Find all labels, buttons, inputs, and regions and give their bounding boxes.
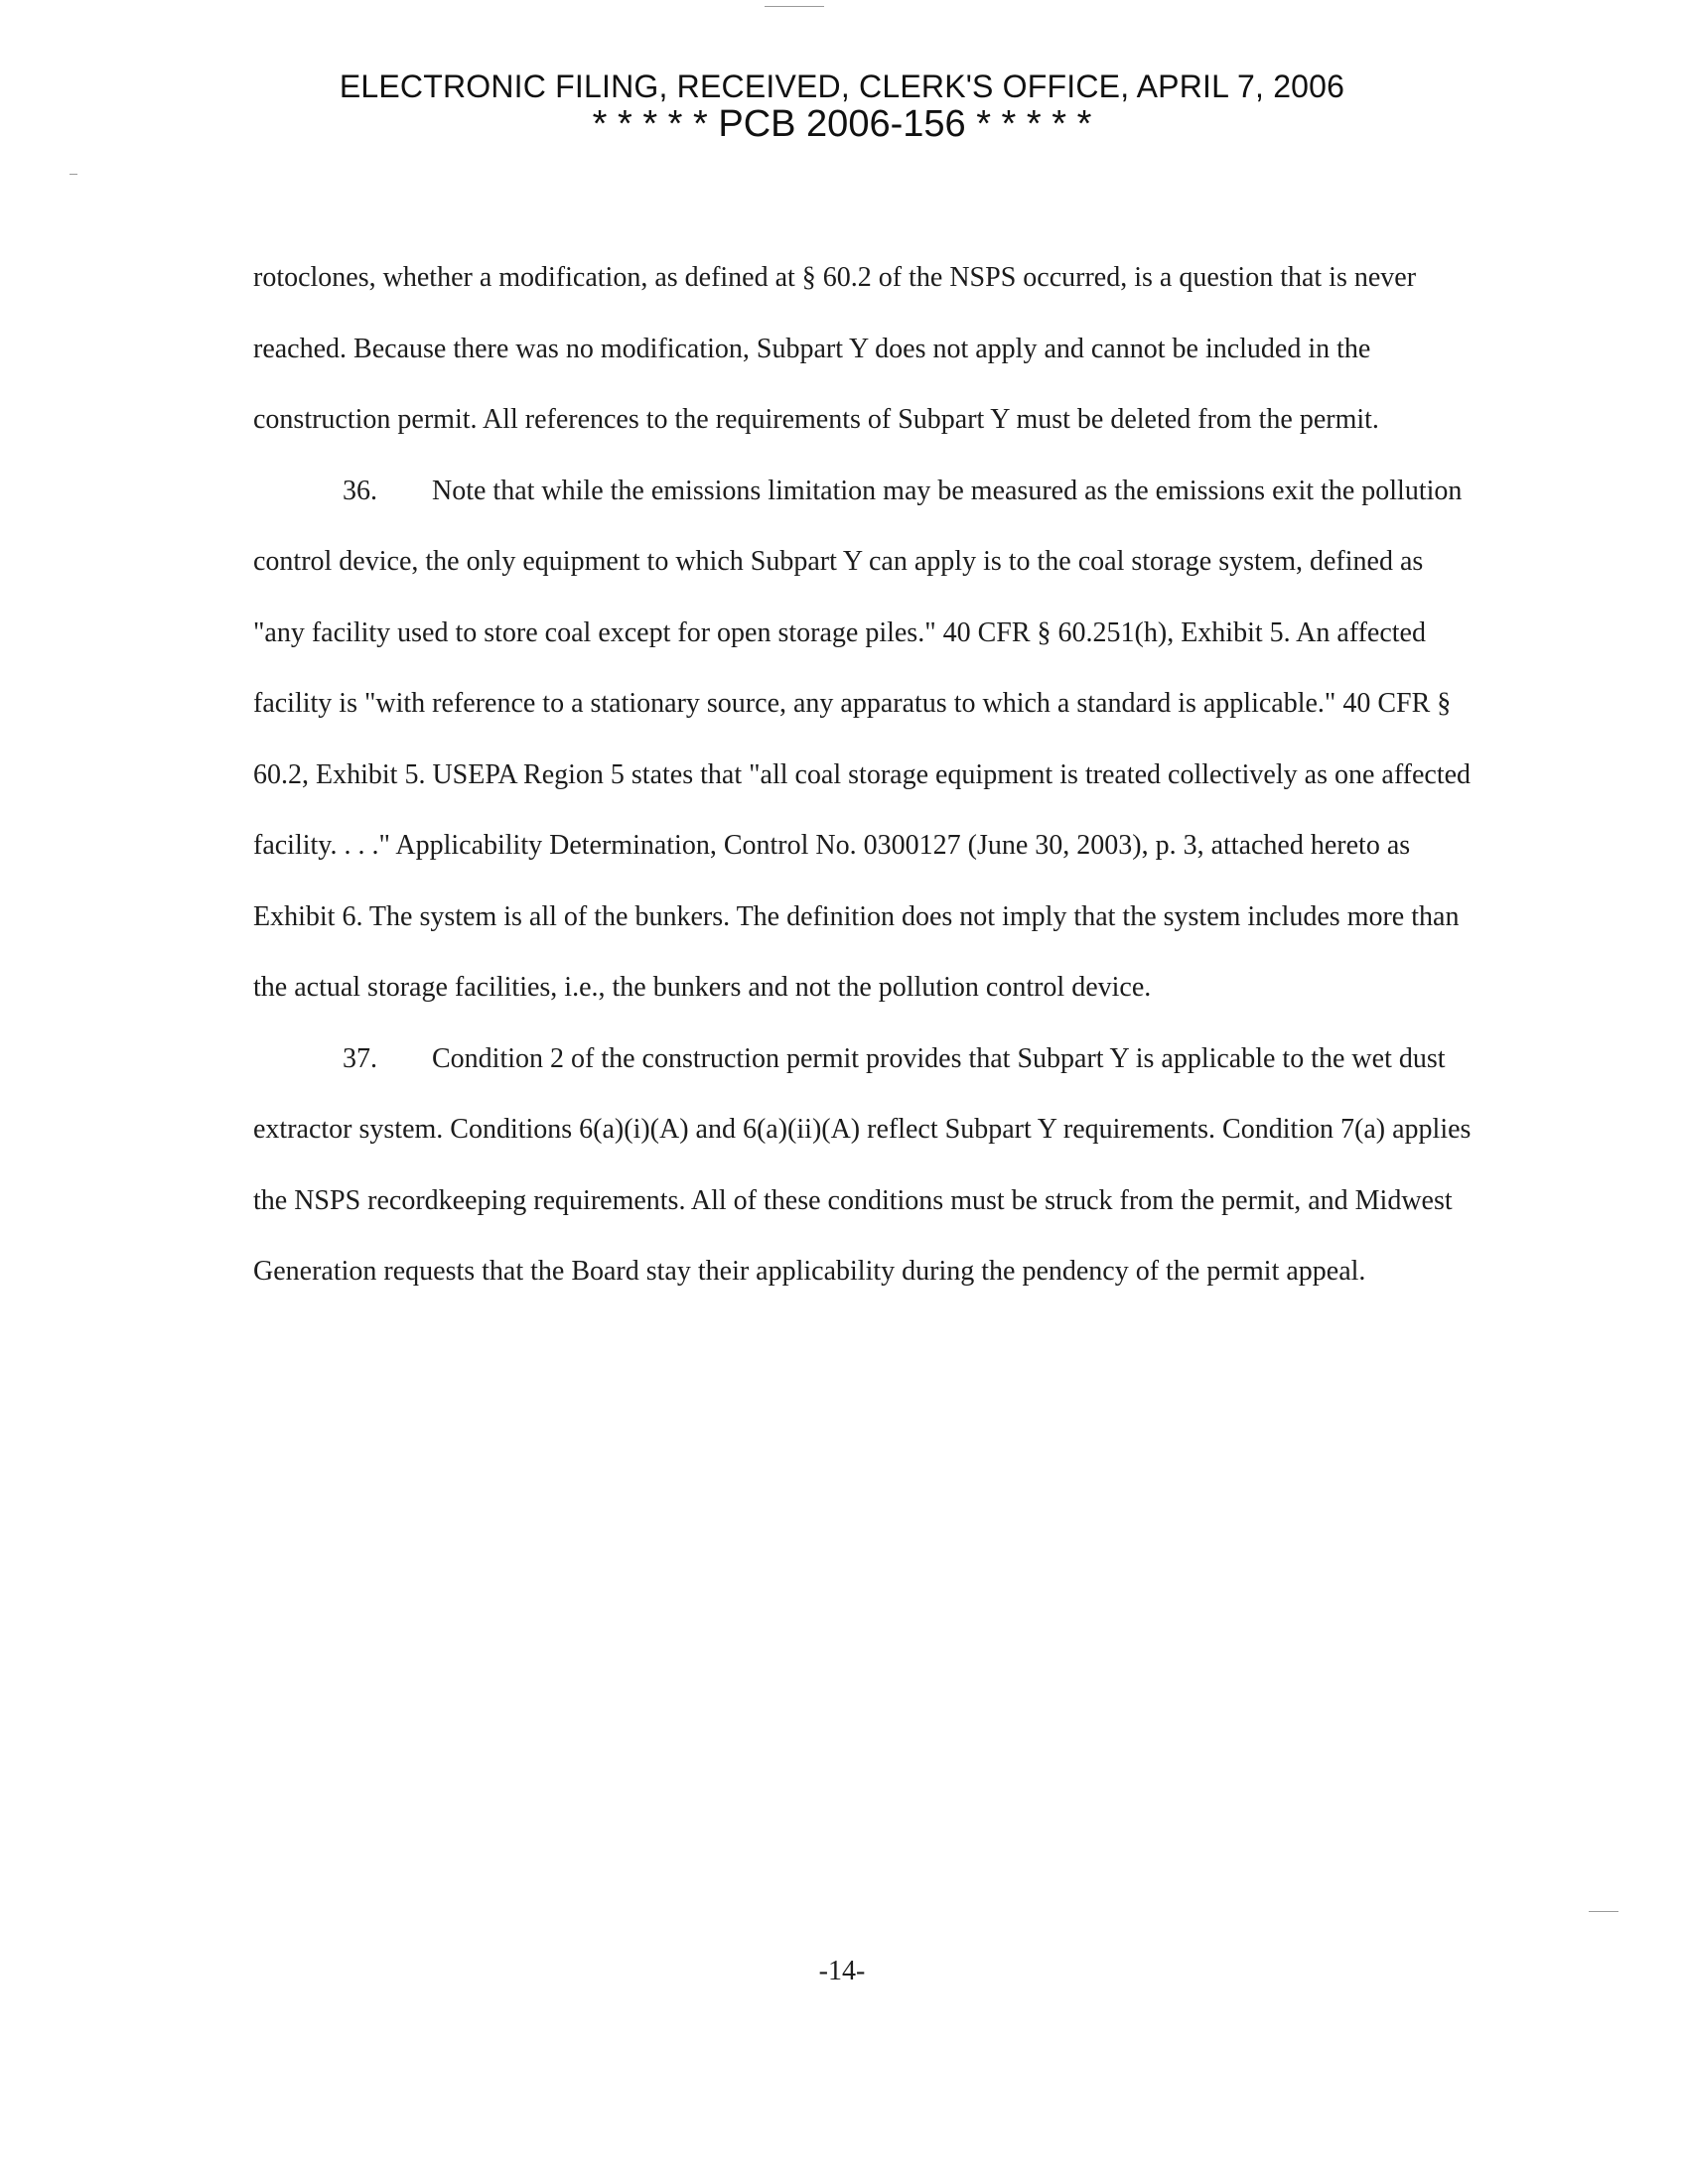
paragraph-continuation xyxy=(253,242,1474,456)
scan-mark xyxy=(765,6,824,7)
docket-number: * * * * * PCB 2006-156 * * * * * xyxy=(592,103,1092,145)
paragraph-number: 36. xyxy=(343,475,377,506)
scan-mark xyxy=(1589,1911,1618,1912)
paragraph-number: 37. xyxy=(343,1042,377,1074)
paragraph-text: rotoclones, whether a modification, as defined at § 60.2 of the NSPS occurred, is a question that is never reached. Because there was no modification, Subpart Y does not apply and cannot be included in the construction permit. All references to the requirements of Subpart Y must be deleted from the permit. xyxy=(253,262,1417,435)
paragraph-37 xyxy=(253,1024,1474,1307)
document-body xyxy=(253,242,1474,1307)
paragraph-36 xyxy=(253,456,1474,1024)
filing-header xyxy=(0,68,1684,145)
scan-mark xyxy=(70,174,77,175)
paragraph-text: Condition 2 of the construction permit provides that Subpart Y is applicable to the wet dust extractor system. Conditions 6(a)(i)(A) and 6(a)(ii)(A) reflect Subpart Y requirements. Condition 7(a) applies the NSPS recordkeeping requirements. All of these conditions must be struck from the permit, and Midwest Generation requests that the Board stay their applicability during the pendency of the permit appeal. xyxy=(253,1042,1472,1287)
page-number: -14- xyxy=(818,1956,866,1986)
filing-stamp-line: ELECTRONIC FILING, RECEIVED, CLERK'S OFFICE, APRIL 7, 2006 xyxy=(339,68,1345,104)
paragraph-text: Note that while the emissions limitation may be measured as the emissions exit the pollution control device, the only equipment to which Subpart Y can apply is to the coal storage system, defined as "any facility used to store coal except for open storage piles." 40 CFR § 60.251(h), Exhibit 5. An affected facility is "with reference to a stationary source, any apparatus to which a standard is applicable." 40 CFR § 60.2, Exhibit 5. USEPA Region 5 states that "all coal storage equipment is treated collectively as one affected facility. . . ." Applicability Determination, Control No. 0300127 (June 30, 2003), p. 3, attached hereto as Exhibit 6. The system is all of the bunkers. The definition does not imply that the system includes more than the actual storage facilities, i.e., the bunkers and not the pollution control device. xyxy=(253,475,1472,1003)
